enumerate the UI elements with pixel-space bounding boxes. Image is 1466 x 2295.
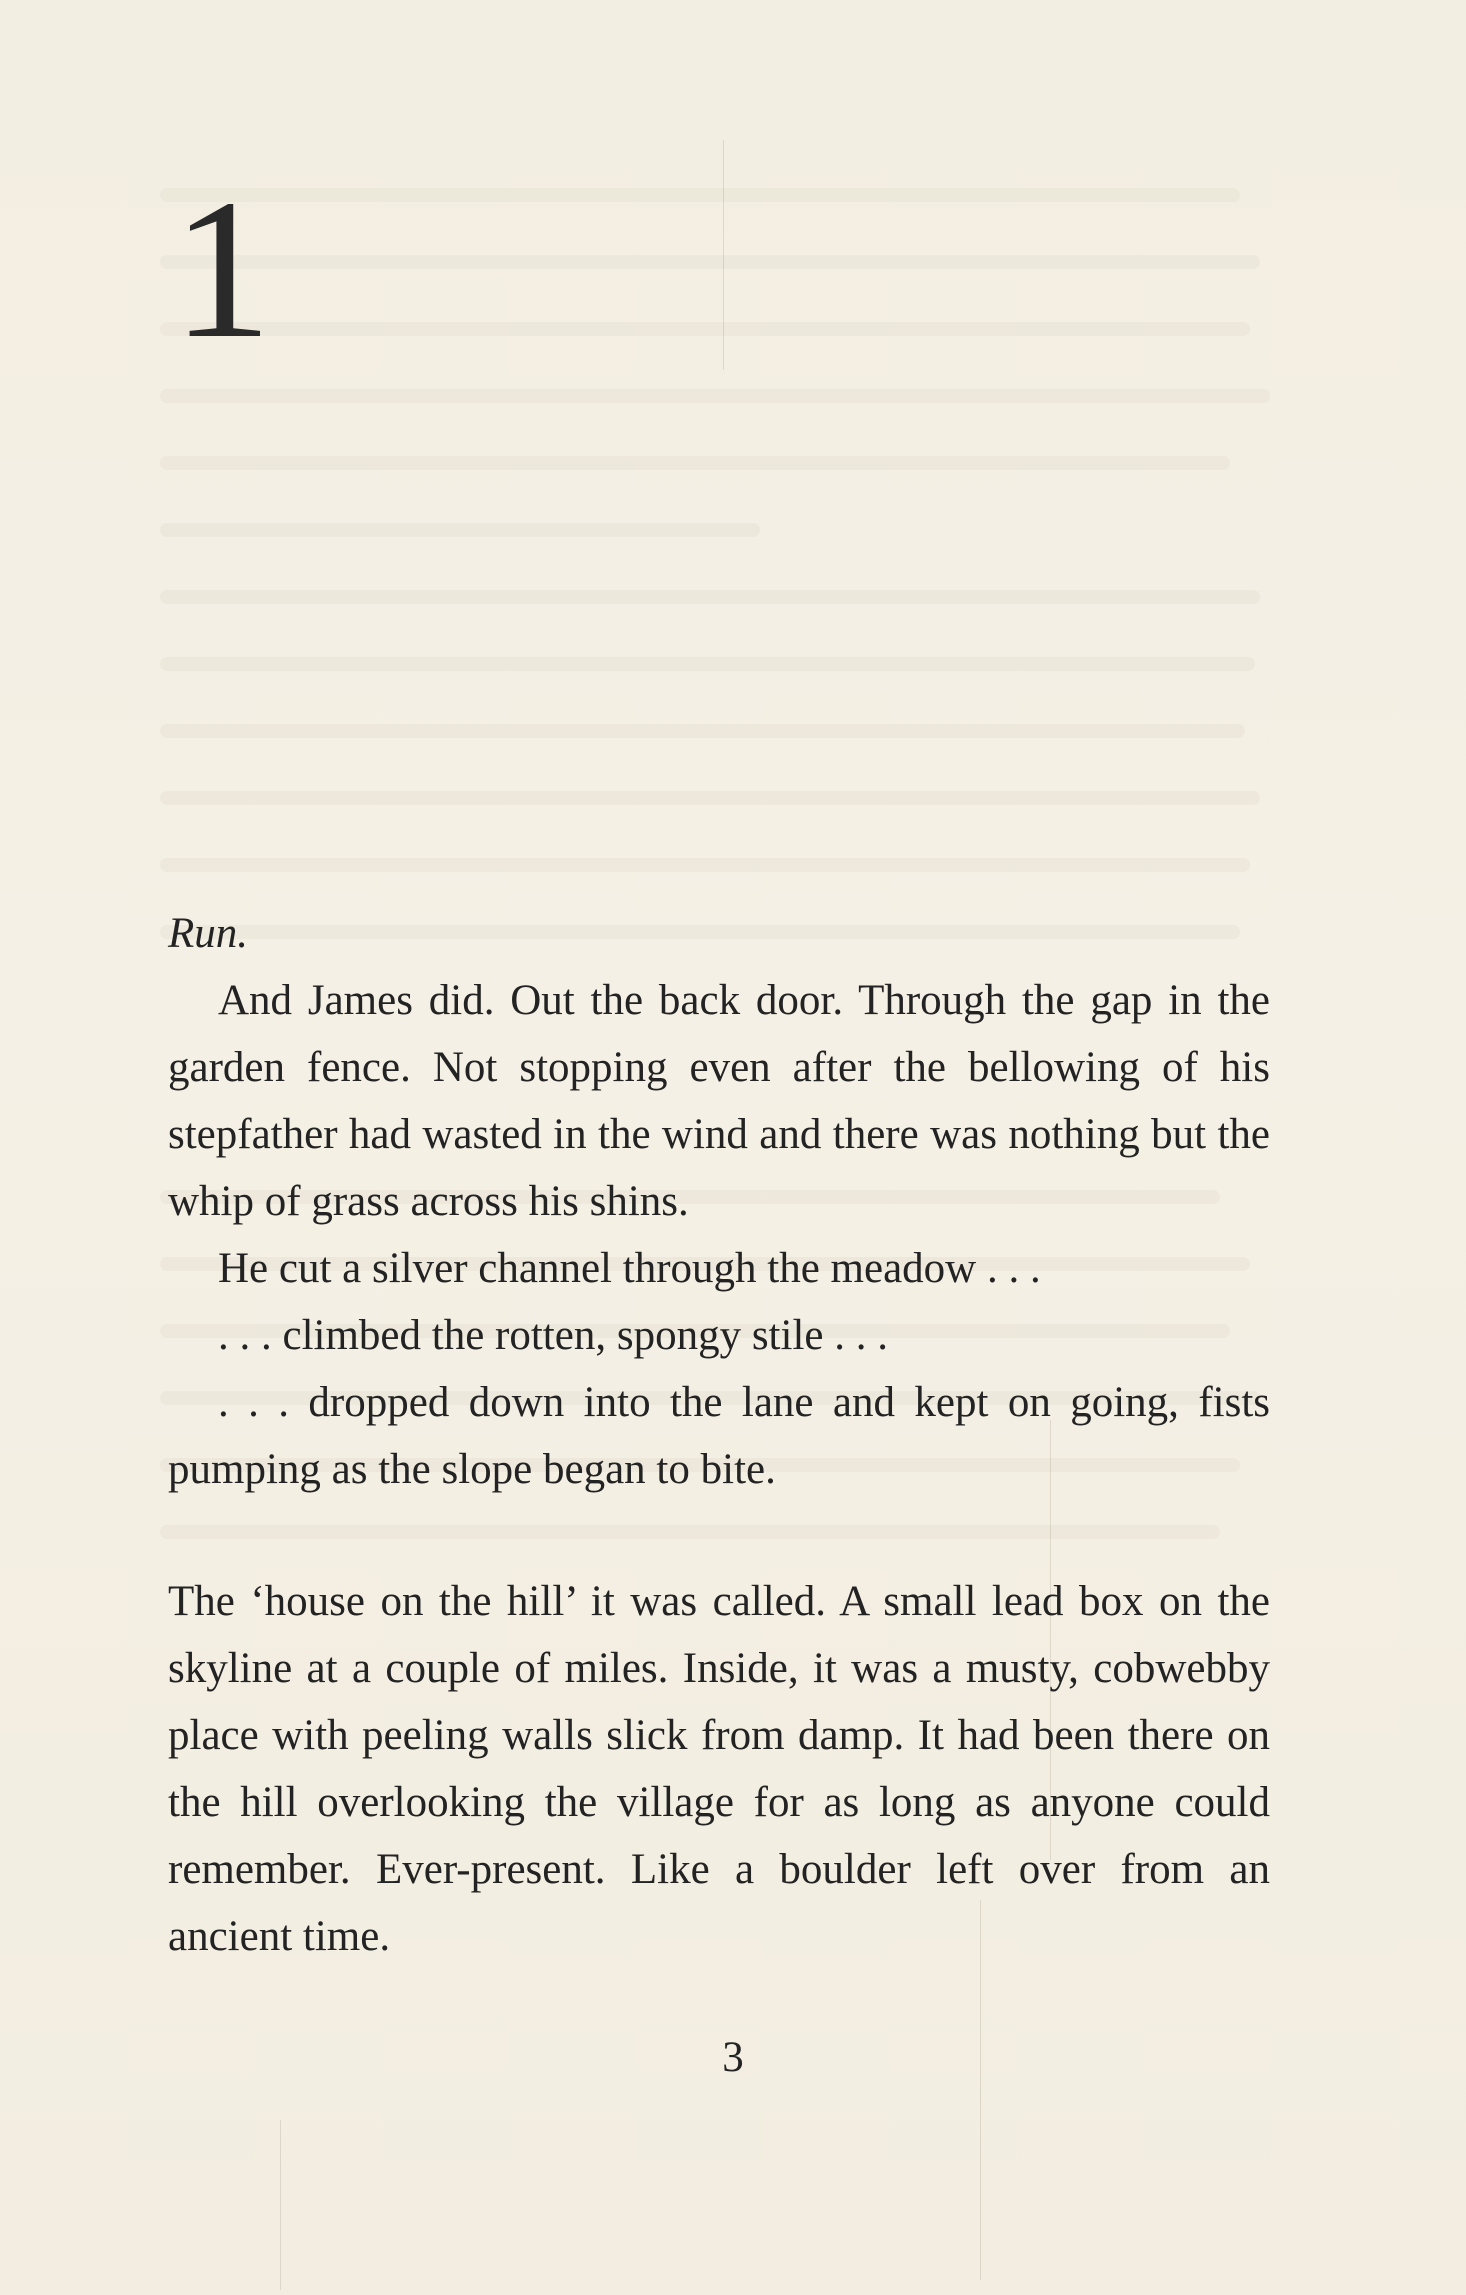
chapter-number: 1 [172, 159, 272, 380]
paragraph: . . . climbed the rotten, spongy stile . . . [218, 1312, 888, 1359]
paragraph: He cut a silver channel through the meadow . . . [218, 1245, 1041, 1292]
paragraph: And James did. Out the back door. Through the gap in the garden fence. Not stopping even after the bellowing of his stepfather had wasted in the wind and there was nothing but the whip of grass across his shins. [168, 977, 1270, 1225]
paragraph: . . . dropped down into the lane and kept on going, fists pumping as the slope began to bite. [168, 1379, 1270, 1493]
section-house-on-the-hill [168, 1568, 1270, 1970]
page-number: 3 [722, 2034, 744, 2081]
section-opening [168, 900, 1270, 1503]
paragraph: The ‘house on the hill’ it was called. A small lead box on the skyline at a couple of miles. Inside, it was a musty, cobwebby place with peeling walls slick from damp. It had been there on the hill overlooking the village for as long as anyone could remember. Ever-present. Like a boulder left over from an ancient time. [168, 1578, 1270, 1960]
paragraph: Run. [168, 910, 249, 957]
